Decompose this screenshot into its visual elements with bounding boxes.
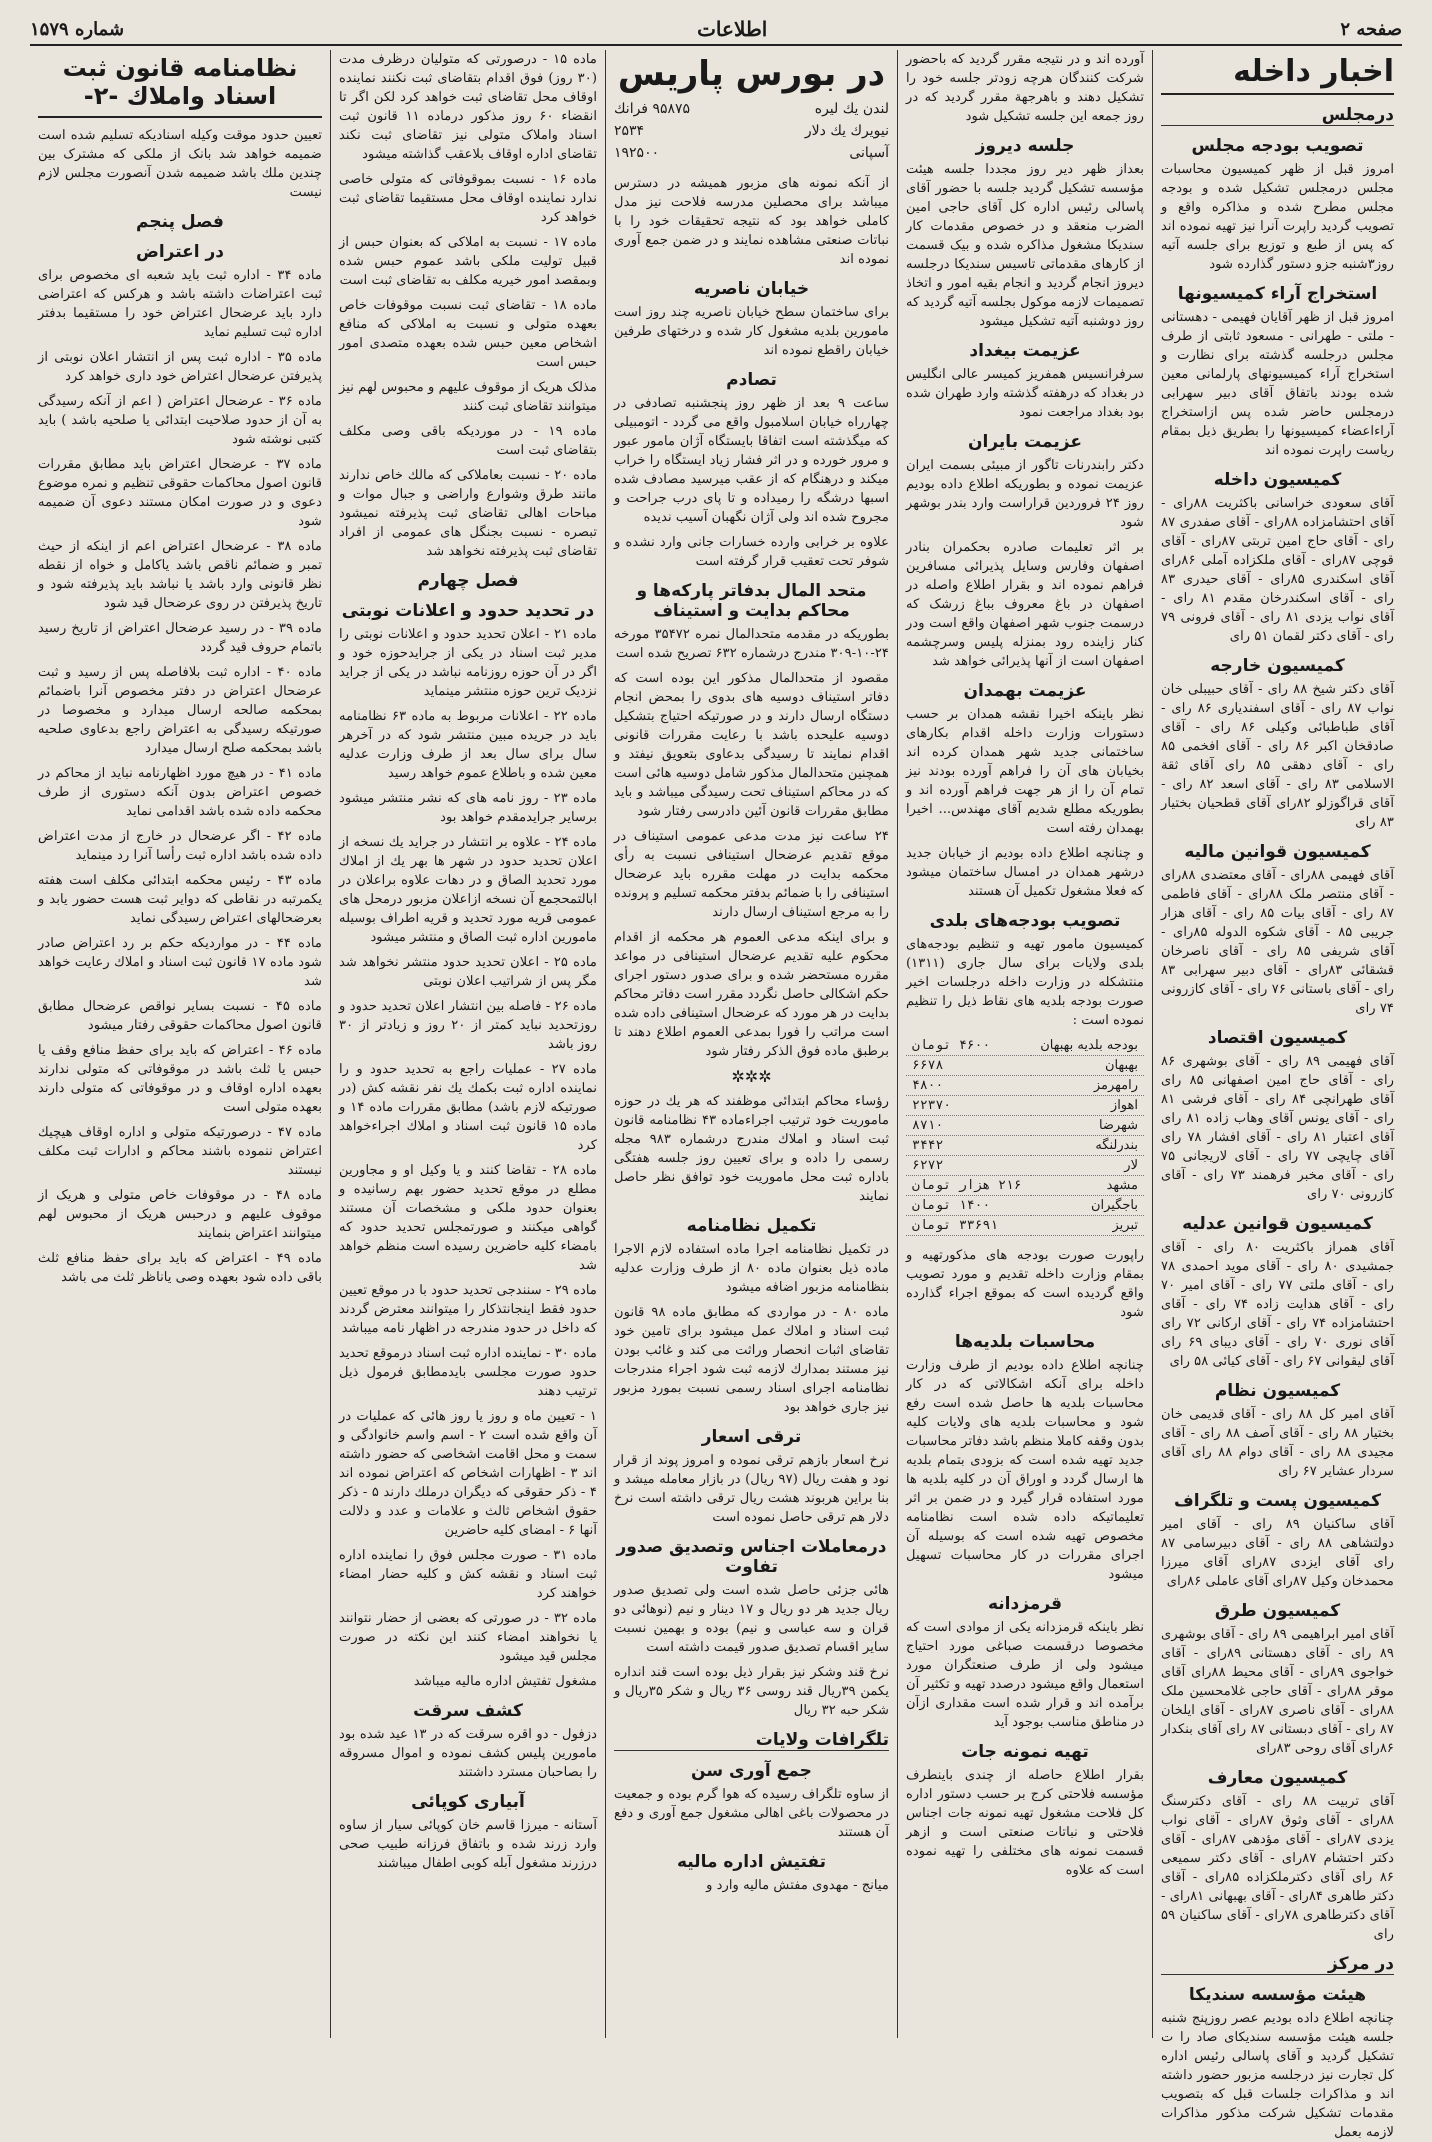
article-text: ماده ۳۶ - عرضحال اعتراض ( اعم از آنکه رسیدگی به آن از حدود صلاحیت ابتدائی یا صلحیه باشد ) باید کتبی نوشته شود: [38, 394, 322, 447]
headline: تصویب بودجه مجلس: [1191, 136, 1364, 156]
budget-amount: ۶۲۷۲: [906, 1156, 1031, 1176]
headline: کمیسیون معارف: [1207, 1768, 1348, 1788]
column-news-2: [897, 50, 1152, 2038]
budget-city: شهرضا: [1031, 1116, 1144, 1136]
article-text: ماده ۱۹ - در موردیکه باقی وصی مکلف بتقاضای ثبت است: [339, 424, 597, 458]
article-text: نرخ قند وشکر نیز بقرار ذیل بوده است قند انداره یکمن ۳۹ریال قند روسی ۳۶ ریال و شکر ۳۵ریال و شکر حبه ۳۲ ریال: [614, 1665, 890, 1718]
article-text: ساعت ۹ بعد از ظهر روز پنجشنبه تصادفی در چهارراه خیابان اسلامبول واقع می گردد - اتومبیلی که میگذشته است اتفاقا بایستگاه آژان مامور عبور و مرور خورده و در اثر فشار زیاد ایستگاه را خراب میکند و درهنگام که از عقب میرسید مصادف شده اسبها درشگه را رمیداده و تا پای درب جراحت و مجروح شده اند ولی آژان نگهبان آسیب ندیده: [614, 396, 890, 525]
section-label: درمجلس: [1161, 105, 1394, 126]
article-text: سرفرانسیس همفریز کمیسر عالی انگلیس در بغداد که درهفته گذشته وارد طهران شده بود بغداد مراجعت نمود: [906, 367, 1144, 420]
headline: فصل چهارم: [417, 571, 519, 591]
page-label: صفحه ۲: [1340, 18, 1402, 40]
article-text: از آنكه نمونه های مزبور همیشه در دسترس میباشد برای محصلین مدرسه فلاحت نیز مدل كاملی خواهد بود كه نتیجه تحقیقات خود را با نباتات صنعتی مشاهده نمایند و در ضمن جمع آوری نموده اند: [614, 176, 889, 267]
article-text: ماده ۲۸ - تقاضا کنند و یا وکیل او و مجاورین مطلع در موقع تحدید حضور بهم رسانیده و بعنوان حدود ملکی و مشخصات آن مستند گواهی میکنند و صورتمجلس تحدید حدود که بامضاء کلیه حاضرین رسیده است منظم خواهد شد: [339, 1163, 597, 1273]
rate-value: ۹۵۸۷۵ فرانك: [614, 101, 691, 117]
article-text: مشغول تفتیش اداره مالیه میباشد: [413, 1674, 597, 1689]
budget-city: باجگیران: [1031, 1196, 1144, 1216]
headline: خیابان ناصریه: [693, 279, 810, 299]
article-text: ماده ۲۲ - اعلانات مربوط به ماده ۶۳ نظامنامه باید در جریده مبین منتشر شود که در آخرهر سال برای سال بعد از طرف وزارت عدلیه معین شده و باطلاع عموم خواهد رسید: [339, 709, 597, 781]
article-text: ماده ۱۶ - نسبت بموقوفاتی که متولی خاصی ندارد نماینده اوقاف محل مستقیما تقاضای ثبت خواهد کرد: [339, 172, 597, 225]
headline: تصادم: [726, 370, 777, 390]
headline: فصل پنجم: [136, 212, 224, 232]
headline: در تحدید حدود و اعلانات نوبتی: [341, 601, 595, 621]
budget-city: تبریز: [1031, 1216, 1144, 1236]
article-text: ماده ۴۲ - اگر عرضحال در خارج از مدت اعتراض داده شده باشد اداره ثبت رأسا آنرا رد مینماید: [38, 829, 322, 863]
article-text: هائی جزئی حاصل شده است ولی تصدیق صدور ریال جدید هر دو ریال و ۱۷ دینار و نیم (نوهائی دو قران و سه عباسی و نیم) بوده و بهمین نسبت سایر اقسام تصدیق صدور قیمت داشته است: [614, 1583, 890, 1655]
bourse-title: در بورس پاریس: [617, 54, 886, 94]
article-text: ماده ۴۰ - اداره ثبت بلافاصله پس از رسید و ثبت عرضحال اعتراض در دفتر مخصوص آنرا باضمائم بمحکمه صالحه ارسال میدارد و مخصوصا در صورتیکه رسیدگی به اعتراض راجع بدعاوی صلحیه باشد بمحکمه صلح ارسال میدارد: [38, 665, 322, 756]
article-text: مقصود از متحدالمال مذکور این بوده است که دفاتر استیناف دوسیه های بدوی را بمحض انجام دستگاه ارسال دارند و در صورتیکه احتیاج بتشکیل دوسیه علیحده باشد با رعایت مقررات قانونی اقدام نمایند تا رسیدگی بدعاوی بتعویق نیفتد و همچنین متحدالمال مذکور شامل دوسیه هائی است که در محاکم استیناف تحت رسیدگی میباشد و باید مطابق مقررات قانون آئین دادرسی رفتار شود: [614, 671, 889, 819]
article-text: ماده ۸۰ - در مواردی که مطابق ماده ۹۸ قانون ثبت اسناد و املاك عمل میشود برای تامین خود تقاضای اثبات انحصار وراثت می کند و غائب بودن نیز مستند بمدارك لازمه ثبت شود اجراء مندرجات نظامنامه اجرای اسناد رسمی نسبت بمورد مزبور نیز جاری خواهد بود: [614, 1305, 890, 1415]
article-text: ماده ۲۴ - علاوه بر انتشار در جراید یك نسخه از اعلان تحدید حدود در شهر ها بهر یك از املاك مورد تحدید الصاق و در دهات علاوه براعلان در ابالتمحجمع آن نسخه ازاعلان مزبور درمحل های عمومی قریه مورد تحدید و قریه اطراف بوسیله مامورین اداره ثبت الصاق و منتشر میشود: [339, 835, 597, 945]
columns: [30, 50, 1402, 2140]
headline: عزیمت بیغداد: [969, 341, 1081, 361]
article-text: آقای ساکنیان ۸۹ رای - آقای امیر دولتشاهی ۸۸ رای - آقای دبیرسامی ۸۷ رای آقای ایزدی ۸۷رای آقای میرزا محمدخان وکیل ۸۷رای آقای عاملی ۸۶رای: [1161, 1517, 1395, 1589]
budget-city: بندرلنگه: [1031, 1136, 1144, 1156]
budget-amount: ۸۷۱۰: [906, 1116, 1031, 1136]
article-text: آورده اند و در نتیجه مقرر گردید که باحضور شرکت کنندگان هرچه زودتر جلسه خود را تشکیل دهند و باهرجهة مقرر گردید که در روز جمعه این جلسه تشکیل شود: [906, 52, 1144, 124]
budget-city: لار: [1031, 1156, 1144, 1176]
rate-label: آسپانی: [849, 145, 889, 161]
headline: استخراج آراء کمیسیونها: [1177, 284, 1378, 304]
article-text: امروز قبل از ظهر آقایان فهیمی - دهستانی - ملتی - طهرانی - مسعود ثابتی از طرف مجلس درجلسه گذشته برای نظارت و استخراج آراء کمیسیونهای پارلمانی معین شده بودند باتفاق آقای دبیر سهرابی درمجلس حاضر شده پس ازاستخراج آراءاعضاء کمیسیونها را بطریق ذیل بمقام ریاست راپرت نموده اند: [1161, 310, 1394, 458]
budget-row: [906, 1216, 1144, 1236]
article-text: مذلک هریک از موقوف علیهم و محبوس لهم نیز میتوانند تقاضای ثبت کنند: [339, 380, 597, 414]
article-text: علاوه بر خرابی وارده خسارات جانی وارد نشده و شوفر تحت تعقیب قرار گرفته است: [614, 535, 889, 569]
paper-name: اطلاعات: [697, 17, 768, 41]
budget-row: [906, 1076, 1144, 1096]
headline: جمع آوری سن: [691, 1761, 812, 1781]
headline: عزیمت بهمدان: [963, 681, 1087, 701]
article-text: ماده ۱۸ - تقاضای ثبت نسبت موقوفات خاص بعهده متولی و نسبت به املاکی که منافع اشخاص معین حبس شده بعهده متصدی امور حبس است: [339, 298, 597, 370]
article-text: ماده ۴۷ - درصورتیکه متولی و اداره اوقاف هیچیك اعتراض ننموده باشند محاکم و ادارات ثبت مکلف نیستند: [38, 1125, 323, 1178]
article-text: در تکمیل نظامنامه اجرا ماده استفاده لازم الاجرا ماده ذیل بعنوان ماده ۸۰ از طرف وزارت عدلیه بنظامنامه مزبور اضافه میشود: [614, 1242, 889, 1295]
issue-label: شماره ۱۵۷۹: [30, 18, 125, 40]
article-text: برای ساختمان سطح خیابان ناصریه چند روز است مامورین بلدیه مشغول كار شده و درختهای طرفین خیابان راقطع نموده اند: [614, 305, 889, 358]
article-text: راپورت صورت بودجه های مذکورتهیه و بمقام وزارت داخله تقدیم و مورد تصویب واقع گردیده است که بموقع اجراء گذارده شود: [906, 1248, 1144, 1320]
rate-row: [614, 120, 889, 142]
budget-amount: ۳۴۴۲: [906, 1136, 1031, 1156]
article-text: ماده ۲۹ - سنندجی تحدید حدود با در موقع تعیین حدود فقط اینجانتذکار را میتوانند معترض گردند که داخل در حدود مندرجه در اظهار نامه میباشد: [339, 1283, 597, 1336]
article-text: ماده ۴۳ - رئیس محکمه ابتدائی مکلف است هفته یکمرتبه در نقاطی که دوایر ثبت هست حضور یابد و بعرضحالهای اعتراض رسیدگی نماید: [38, 873, 323, 926]
article-text: آقای تربیت ۸۸ رای - آقای دکترسنگ ۸۸رای - آقای وثوق ۸۷رای - آقای نواب یزدی ۸۷رای - آقای مؤدهی ۸۷رای - آقای دکتر احتشام ۸۷رای - آقای دکتر سمیعی ۸۶ رای آقای دکترملکزاده ۸۵رای - آقای دکتر طاهری ۸۴رای - آقای بهبهانی ۸۱رای - آقای دکترطاهری ۷۸رای - آقای ساکنیان ۵۹ رای: [1161, 1794, 1394, 1942]
article-text: و برای اینکه مدعی العموم هر محکمه از اقدام محکوم علیه تقدیم عرضحال استینافی در مواعد مقرره مستحضر شده و برای صدور دستور اجرای حکم اشکالی حاصل نگردد مقرر است دفاتر محاکم بدایت در هر مورد که عرضحال استینافی داده شده است مراتب را فورا بمدعی العموم اطلاع دهند تا برطبق ماده فوق الذکر رفتار شود: [614, 930, 889, 1059]
article-text: ماده ۳۷ - عرضحال اعتراض باید مطابق مقررات قانون اصول محاکمات حقوقی تنظیم و نمره موضوع دعوی و در صورت امکان مستند دعوی آن ضمیمه شود: [38, 457, 322, 529]
article-text: ماده ۳۰ - نماینده اداره ثبت اسناد درموقع تحدید حدود صورت مجلسی بایدمطابق فرمول ذیل ترتیب دهند: [339, 1346, 597, 1399]
article-text: ماده ۴۹ - اعتراض که باید برای حفظ منافع ثلث باقی داده شود بعهده وصی یاناظر ثلث می باشد: [38, 1251, 322, 1285]
article-text: و چنانچه اطلاع داده بودیم از خیابان جدید درشهر همدان در امسال ساختمان میشود که فعلا مشغول تکمیل آن هستند: [906, 846, 1144, 899]
article-text: ماده ۳۲ - در صورتی که بعضی از حضار نتوانند یا نخواهند امضاء کنند این نکته در صورت مجلس قید میشود: [339, 1611, 597, 1664]
budget-amount: ۶۶۷۸: [906, 1056, 1031, 1076]
column-paris-bourse: [605, 50, 897, 2038]
article-text: ماده ۲۱ - اعلان تحدید حدود و اعلانات نوبتی را مدیر ثبت اسناد در یکی از جرایدحوزه خود و اگر در آن حوزه روزنامه نباشد در یکی از جراید نزدیک ترین حوزه منتشر مینماید: [339, 627, 597, 699]
article-text: ماده ۲۵ - اعلان تحدید حدود منتشر نخواهد شد مگر پس از شراتیب اعلان نوبتی: [339, 955, 597, 989]
article-text: چنانچه اطلاع داده بودیم از طرف وزارت داخله برای آنکه اشکالاتی که در کار محاسبات بلدیه ها حاصل شده است رفع شود و محاسبات بلدیه های ولایات کلیه بدون وقفه کاملا منظم باشد دفاتر محاسبات جدید تهیه شده است که بزودی بتمام بلدیه ها ارسال گردد و اوراق آن در کلیه بلدیه ها مورد استفاده قرار گیرد و در ضمن بر اثر تعلیماتیکه داده شده است نظامنامه مخصوص تهیه شده است که بوسیله آن اجرای مقررات در کار محاسبات تسهیل میشود: [906, 1358, 1144, 1582]
budget-city: مشهد: [1031, 1176, 1144, 1196]
rate-label: نیویرك یك دلار: [804, 123, 889, 139]
headline: ترقی اسعار: [701, 1427, 802, 1447]
budget-city: رامهرمز: [1031, 1076, 1144, 1096]
headline: تلگرافات ولایات: [614, 1730, 889, 1751]
rate-value: ۲۵۳۴: [614, 123, 645, 139]
budget-row: [906, 1196, 1144, 1216]
headline: کمیسیون اقتصاد: [1207, 1028, 1348, 1048]
article-text: ماده ۱۵ - درصورتی که متولیان درظرف مدت (۳۰ روز) فوق اقدام بتقاضای ثبت نکنند نماینده اوقاف محل تقاضای ثبت خواهد کرد لکن اگر تا انقضاء ۶۰ روز مذکور درماده ۱۱ قانون ثبت اسناد واملاک متولی نیز تقاضای ثبت نکند تقاضای اداره اوقاف بلاعقب گذاشته میشود: [339, 52, 597, 162]
headline: جلسه دیروز: [975, 136, 1075, 156]
budget-city: بهبهان: [1031, 1056, 1144, 1076]
headline: عزیمت بایران: [968, 432, 1082, 452]
headline: محاسبات بلدیه‌ها: [954, 1332, 1096, 1352]
article-text: آستانه - میرزا قاسم خان کوپائی سیار از ساوه وارد زرند شده و باتفاق فرزانه طبیب صحی درزرند مشغول آبله کوبی اطفال میباشند: [339, 1818, 597, 1871]
article-text: بعداز ظهر دیر روز مجددا جلسه هیئت مؤسسه تشکیل گردید جلسه با حضور آقای پاسالی رئیس اداره کل آقای حاجی امین الضرب منعقد و در خصوص مقدمات کار سندیکا مشغول مذاکره شده و بیک قسمت از کارهای مقدماتی تاسیس سندیکا درجلسه دیروز انجام گردید و انجام بقیه امور و اتخاذ تصمیمات لازمه موکول بجلسه آتیه گردید که روز دوشنبه آتیه تشکیل میشود: [906, 162, 1144, 329]
article-text: آقای فهیمی ۸۹ رای - آقای بوشهری ۸۶ رای - آقای حاج امین اصفهانی ۸۵ رای آقای طهرانچی ۸۴ رای - آقای فرشی ۸۱ رای - آقای یونس آقای وهاب زاده ۸۱ رای آقای اعتبار ۸۱ رای - آقای افشار ۷۸ رای آقای چایچی ۷۷ رای - آقای لاریجانی ۷۵ رای - آقای مخبر فرهمند ۷۳ رای - آقای کازرونی ۷۰ رای: [1161, 1054, 1394, 1202]
page-header: [30, 14, 1402, 46]
article-text: ۱ - تعیین ماه و روز یا روز هائی که عملیات در آن واقع شده است ۲ - اسم واسم خانوادگی و سمت و محل اقامت اشخاصی که حضور داشته اند ۳ - اظهارات اشخاص که اعتراض نموده اند ۴ - ذکر حقوقی که دیگران درملك دارند ۵ - ذکر حقوق اشخاص ثالث و علامات و عدد و دلالت آنها ۶ - امضای کلیه حاضرین: [339, 1409, 598, 1538]
article-text: ماده ۲۷ - عملیات راجع به تحدید حدود و را نماینده اداره ثبت بکمك يك نفر نقشه کش (در صورتیکه لازم باشد) مطابق مقررات ماده ۱۴ و ماده ۱۵ قانون ثبت اسناد و املاك اجراءخواهد کرد: [339, 1062, 597, 1153]
article-text: ۲۴ ساعت نیز مدت مدعی عمومی استیناف در موقع تقدیم عرضحال استینافی نسبت به رأی محکمه بدایت در مهلت مقرره باید عرضحال استینافی را با ضمائم بدفتر محکمه تسلیم و پرونده را به مرجع استیناف ارسال دارند: [614, 829, 889, 920]
headline: درمعاملات اجناس وتصدیق صدور تفاوت: [616, 1537, 887, 1577]
column-domestic-news: [1152, 50, 1402, 2140]
exchange-rates: [614, 98, 889, 164]
separator-stars: ✲✲✲: [731, 1067, 772, 1086]
article-text: ماده ۲۰ - نسبت بعاملاکی که مالك خاص ندارند مانند طرق وشوارع واراضی و جبال موات و مباحات اهالی تقاضای ثبت پذیرفته نمیشود تبصره - نسبت بجنگل های عمومی از افراد تقاضای ثبت پذیرفته نخواهد شد: [339, 468, 598, 559]
budget-row: [906, 1096, 1144, 1116]
column-regulations-1: [330, 50, 605, 2038]
article-text: نرخ اسعار بازهم ترقی نموده و امروز پوند از قرار نود و هفت ریال (۹۷ ریال) در بازار معامله میشد و بنا براین هربوند هشت ریال ترقی داشته است نرخ دلار هم ترقی حاصل نموده است: [614, 1453, 889, 1525]
article-text: آقای فهیمی ۸۸رای - آقای معتضدی ۸۸رای - آقای منتصر ملک ۸۸رای - آقای فاطمی ۸۷ رای - آقای بیات ۸۵ رای - آقای هزار جریبی ۸۵ - آقای شکوه الدوله ۸۵رای - آقای شریفی ۸۵ رای - آقای ناصرخان قشقائی ۸۳رای - آقای دبیر سهرابی ۸۳ رای - آقای باستانی ۷۶ رای - آقای کازرونی ۷۴ رای: [1161, 868, 1395, 1016]
article-text: آقای دکتر شیخ ۸۸ رای - آقای حبیبلی خان نواب ۸۷ رای - آقای اسفندیاری ۸۶ رای - آقای طباطبائی وکیلی ۸۶ رای - آقای صادقخان اکبر ۸۶ رای - آقای افخمی ۸۵ رای - آقای دهقی ۸۵ رای آقای ثقة الاسلامی ۸۳ رای - آقای اسعد ۸۲ رای - آقای قراگوزلو ۸۲رای آقای قطحیان بختیار ۸۳ رای: [1161, 682, 1394, 830]
article-text: آقای امیر ابراهیمی ۸۹ رای - آقای بوشهری ۸۹ رای - آقای دهستانی ۸۹رای - آقای خواجوی ۸۹رای - آقای محیط ۸۸رای آقای موقر ۸۸رای - آقای حاجی غلامحسین ملک ۸۸رای - آقای ناصری ۸۷رای - آقای ایلخان ۸۷ رای - آقای دبستانی ۸۷ رای آقای بنکدار ۸۶رای آقای روحی ۸۳رای: [1161, 1627, 1395, 1756]
budget-amount: ۴۶۰۰ تومان: [906, 1036, 1031, 1056]
regulation-title: [38, 54, 322, 118]
article-text: ماده ۳۸ - عرضحال اعتراض اعم از اینکه از حیث تمبر و ضمائم ناقص باشد یاکامل و خواه از نقطه نظر قانونی وارد باشد یا نباشد باید پذیرفته شود و تاریخ پذیرفتن در روی عرضحال قید شود: [38, 539, 322, 611]
rate-row: [614, 98, 889, 120]
headline: تفتیش اداره مالیه: [676, 1852, 827, 1872]
article-text: دزفول - دو اقره سرقت که در ۱۳ عید شده بود مامورین پلیس کشف نموده و اموال مسروقه را بصاحبان مسترد داشتند: [339, 1727, 597, 1780]
budget-row: [906, 1176, 1144, 1196]
budget-row: [906, 1136, 1144, 1156]
section-title: اخبار داخله: [1161, 54, 1394, 95]
article-text: امروز قبل از ظهر کمیسیون محاسبات مجلس درمجلس تشکیل شده و بودجه مجلس مطرح شده و مذاکره واقع و تصویب گردید راپرت آنرا نیز تهیه نموده اند که پس از طبع و توزیع برای جلسه آتیه روز۳شنبه جزو دستور گذارده شود: [1161, 162, 1394, 272]
regulation-title-text: نظامنامه قانون ثبت اسناد واملاك: [62, 54, 298, 110]
article-text: ماده ۲۳ - روز نامه های که نشر منتشر میشود برسایر جرایدمقدم خواهد بود: [339, 791, 597, 825]
article-text: دکتر رابندرنات تاگور از مبیئی بسمت ایران عزیمت نموده و بطوریکه اطلاع داده بودیم روز ۲۴ فروردین قراراست وارد بندر بوشهر شود: [906, 458, 1144, 530]
budget-amount: ۲۱۶ هزار تومان: [906, 1176, 1031, 1196]
headline: کمیسیون نظام: [1214, 1381, 1341, 1401]
budget-city: اهواز: [1031, 1096, 1144, 1116]
article-text: ماده ۳۹ - در رسید عرضحال اعتراض از تاریخ رسید باتمام حروف قید گردد: [38, 621, 322, 655]
article-text: ماده ۳۴ - اداره ثبت باید شعبه ای مخصوص برای ثبت اعتراضات داشته باشد و هرکس که اعتراضی دارد باید عرضحال اعتراض خود را مستقیما بدفتر اداره ثبت تسلیم نماید: [38, 268, 322, 340]
article-text: ماده ۲۶ - فاصله بین انتشار اعلان تحدید حدود و روزتحدید نباید کمتر از ۲۰ روز و زیادتر از ۳۰ روز باشد: [339, 999, 597, 1052]
article-text: ماده ۳۵ - اداره ثبت پس از انتشار اعلان نوبتی از پذیرفتن عرضحال اعتراض خود داری خواهد کرد: [38, 350, 323, 384]
article-text: تعیین حدود موقت وکیله اسنادیکه تسلیم شده است ضمیمه خواهد شد بانک از ملکی که مشترک بین چندین ملك باشد ضمیمه شدن آنصورت مجلس لازم نیست: [38, 128, 322, 200]
budget-table: [906, 1036, 1144, 1236]
article-text: آقای امیر کل ۸۸ رای - آقای قدیمی خان بختیار ۸۸ رای - آقای آصف ۸۸ رای - آقای مجیدی ۸۸ رای - آقای دوام ۸۸ رای آقای سردار عشایر ۶۷ رای: [1161, 1407, 1395, 1479]
headline: تهیه نمونه جات: [961, 1742, 1089, 1762]
headline: آبیاری کوپائی: [411, 1792, 525, 1812]
headline: در اعتراض: [135, 242, 225, 262]
rate-value: ۱۹۲۵۰۰: [614, 145, 660, 161]
budget-row: [906, 1116, 1144, 1136]
headline: هیئت مؤسسه سندیکا: [1188, 1985, 1367, 2005]
article-text: بر اثر تعلیمات صادره بحکمران بنادر اصفهان وفارس وسایل پذیرائی مسافرین فراهم نموده اند و بقرار اطلاع واصله در اصفهان در باغ معروف بباغ زرشک که درسمت جنوب شهر اصفهان واقع است ودر کنار زاینده رود بمنزله پلیس وسرچشمه اصفهان است از آنها پذیرائی خواهد شد: [906, 540, 1144, 669]
article-text: نظر باینکه اخیرا نقشه همدان بر حسب دستورات وزارت داخله اقدام بکارهای ساختمانی جدید شهر همدان کرده اند بخیابان های آن را فراهم آورده بودند نیز تمام آن را از هر جهت فراهم آورده اند و بطوریکه مطلع شدیم آقای مهندس... اخیرا بهمدان رفته است: [906, 707, 1144, 836]
headline: کمیسیون طرق: [1214, 1601, 1341, 1621]
article-text: ماده ۳۱ - صورت مجلس فوق را نماینده اداره ثبت اسناد و نقشه کش و کلیه حضار امضاء خواهند کرد: [339, 1548, 597, 1601]
headline: کمیسیون داخله: [1213, 470, 1342, 490]
budget-row: [906, 1036, 1144, 1056]
article-text: کمیسیون مامور تهیه و تنظیم بودجه‌های بلدی ولایات برای سال جاری (۱۳۱۱) منتشکله در وزارت داخله درجلسات اخیر صورت بودجه بلدیه های نقاط ذیل را تنظیم نموده است :: [906, 937, 1144, 1028]
regulation-part: -۲-: [83, 82, 119, 110]
budget-amount: ۳۳۶۹۱ تومان: [906, 1216, 1031, 1236]
article-text: چنانچه اطلاع داده بودیم عصر روزپنج شنبه جلسه هیئت مؤسسه سندیکای صاد را ت تشکیل گردید و آقای پاسالی رئیس اداره کل تجارت نیز درجلسه مزبور حضور داشته اند و مذاکرات جلسات قبل که بتصویب مقدمات تشکیل شرکت مذکور مذاکرات لازمه بعمل: [1161, 2011, 1394, 2140]
headline: کشف سرقت: [413, 1701, 523, 1721]
budget-amount: ۲۲۳۷۰: [906, 1096, 1031, 1116]
article-text: از ساوه تلگراف رسیده که هوا گرم بوده و جمعیت در محصولات باغی اهالی مشغول جمع آوری و دفع آن هستند: [614, 1787, 889, 1840]
article-text: ماده ۴۶ - اعتراض که باید برای حفظ منافع وقف یا حبس یا ثلث باشد در موقوفاتی که متولی ندارند بعهده اداره اوقاف و در موقوفاتی که متولی دارند بعهده متولی است: [38, 1043, 322, 1115]
budget-row: [906, 1056, 1144, 1076]
headline: کمیسیون پست و تلگراف: [1174, 1491, 1381, 1511]
article-text: آقای همراز باکثریت ۸۰ رای - آقای جمشیدی ۸۰ رای - آقای موید احمدی ۷۸ رای - آقای ملتی ۷۷ رای - آقای امیر ۷۰ رای - آقای هدایت زاده ۷۴ رای - آقای احتشامزاده ۷۴ رای - آقای اركانی ۷۲ رای آقای نوری ۷۰ رای - آقای دیبای ۶۹ رای آقای لیقوانی ۶۷ رای - آقای کیائی ۵۸ رای: [1161, 1240, 1394, 1369]
article-text: بطوریکه در مقدمه متحدالمال نمره ۳۵۴۷۲ مورخه ۲۴-۱۰-۳۰۹ مندرج درشماره ۶۳۲ تصریح شده است: [614, 627, 889, 661]
budget-city: بودجه بلدیه بهبهان: [1031, 1036, 1144, 1056]
headline: قرمزدانه: [987, 1594, 1063, 1614]
budget-row: [906, 1156, 1144, 1176]
article-text: رؤساء محاکم ابتدائی موظفند که هر يك در حوزه ماموریت خود ترتیب اجراءماده ۴۳ نظامنامه قانون ثبت اسناد و املاك مندرج درشماره ۹۸۳ مجله رسمی را داده و برای تعیین روز جلسه هفتگی باداره ثبت محل ماموریت خود توافق نظر حاصل نمایند: [614, 1094, 890, 1204]
article-text: میانج - مهدوی مفتش مالیه وارد و: [706, 1878, 889, 1893]
budget-amount: ۴۸۰۰: [906, 1076, 1031, 1096]
article-text: ماده ۴۱ - در هیچ مورد اظهارنامه نباید از محاکم در خصوص اعتراض بدون آنکه دستوری از طرف محکمه داده شده باشد اقدامی نماید: [38, 766, 322, 819]
headline: تکمیل نظامنامه: [686, 1216, 817, 1236]
headline: کمیسیون قوانین عدلیه: [1182, 1214, 1373, 1234]
article-text: ماده ۴۵ - نسبت بسایر نواقص عرضحال مطابق قانون اصول محاکمات حقوقی رفتار میشود: [38, 999, 322, 1033]
article-text: ماده ۴۸ - در موقوفات خاص متولی و هریک از موقوف علیهم و درحبس هریک از محبوس لهم میتوانند اعتراض بنمایند: [38, 1188, 323, 1241]
article-text: ماده ۴۴ - در مواردیکه حکم بر رد اعتراض صادر شود ماده ۱۷ قانون ثبت اسناد و املاك رعایت خواهد شد: [38, 936, 322, 989]
article-text: بقرار اطلاع حاصله از چندی باینطرف مؤسسه فلاحتی کرج بر حسب دستور اداره کل فلاحت مشغول تهیه نمونه جات اجناس فلاحتی و نباتات صنعتی است و ازهر قسمت نمونه های مختلفی را تهیه نموده است که علاوه: [906, 1768, 1144, 1878]
article-text: آقای سعودی خراسانی باکثریت ۸۸رای - آقای احتشامزاده ۸۸رای - آقای صفدری ۸۷ رای - آقای حاج امین تربتی ۸۷رای - آقای قوچی ۸۷رای - آقای ملکزاده آملی ۸۶رای آقای اسکندری ۸۵رای - آقای حیدری ۸۳ رای - آقای اسکندرخان مقدم ۸۱ رای - آقای نواب یزدی ۸۱ رای - آقای فرونی ۷۹ رای - آقای دکتر لقمان ۵۱ رای: [1161, 496, 1394, 644]
rate-row: [614, 142, 889, 164]
article-text: نظر باینکه قرمزدانه یکی از موادی است که مخصوصا درقسمت صباغی مورد احتیاج میشود ولی از طرف صنعتگران مورد استعمال واقع میشود درصدد تهیه و تکثیر آن برآمده اند و قرار شده است مقداری ازآن در مناطق مناسب بوجود آید: [906, 1620, 1144, 1730]
column-regulations-2: [30, 50, 330, 2038]
budget-amount: ۱۴۰۰ تومان: [906, 1196, 1031, 1216]
article-text: ماده ۱۷ - نسبت به املاکی که بعنوان حبس از قبیل تولیت ملکی باشد عموم حبس شده وبمقصد امور خیریه مکلف به تقاضای ثبت است: [339, 235, 597, 288]
headline: کمیسیون قوانین مالیه: [1184, 842, 1371, 862]
headline: کمیسیون خارجه: [1210, 656, 1345, 676]
rate-label: لندن یك لیره: [814, 101, 889, 117]
section-label: در مرکز: [1161, 1954, 1394, 1975]
headline: متحد المال بدفاتر پارکه‌ها و محاکم بدایت و استیناف: [636, 581, 867, 621]
headline: تصویب بودجه‌های بلدی: [929, 911, 1121, 931]
